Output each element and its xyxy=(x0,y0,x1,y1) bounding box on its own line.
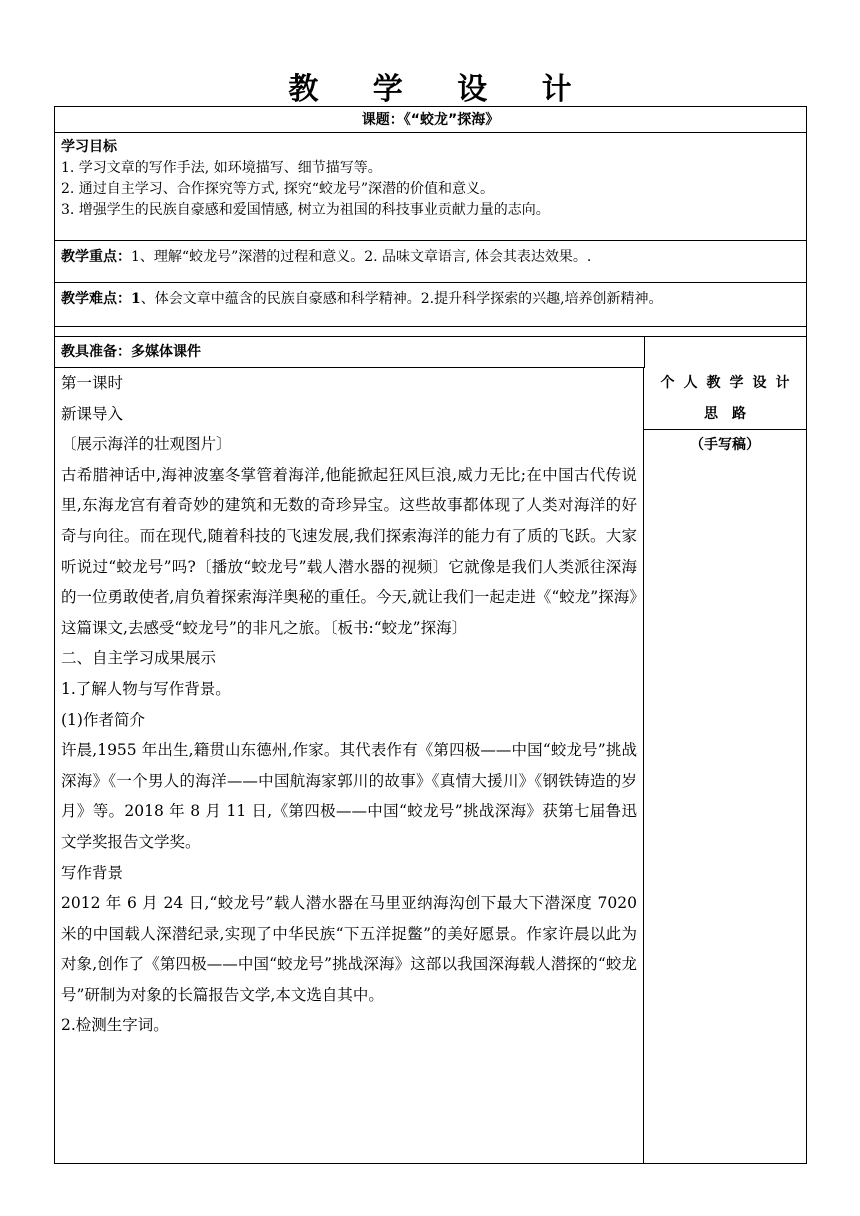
difficulties-section xyxy=(55,283,806,327)
topic-row: 课题：《“蛟龙”探海》 xyxy=(55,107,806,133)
goal-item: 3. 增强学生的民族自豪感和爱国情感, 树立为祖国的科技事业贡献力量的志向。 xyxy=(61,202,550,218)
item-1: 1.了解人物与写作背景。 xyxy=(61,679,231,698)
lesson-body xyxy=(55,368,644,1164)
side-column-heading xyxy=(644,368,806,430)
key-points-section xyxy=(55,241,806,283)
intro-paragraph: 古希腊神话中,海神波塞冬掌管着海洋,他能掀起狂风巨浪,威力无比;在中国古代传说里,东海龙宫有着奇妙的建筑和无数的奇珍异宝。这些故事都体现了人类对海洋的好奇与向往。而在现代,随着科技的飞速发展,我们探索海洋的能力有了质的飞跃。大家听说过“蛟龙号”吗?〔播放“蛟龙号”载人潜水器的视频〕它就像是我们人类派往深海的一位勇敢使者,肩负着探索海洋奥秘的重任。今天,就让我们一起走进《“蛟龙”探海》这篇课文,去感受“蛟龙号”的非凡之旅。〔板书:“蛟龙”探海〕 xyxy=(61,465,637,637)
author-paragraph: 许晨,1955 年出生,籍贯山东德州,作家。其代表作有《第四极——中国“蛟龙号”挑战深海》《一个男人的海洋——中国航海家郭川的故事》《真情大援川》《钢铁铸造的岁月》等。2018 年 8 月 11 日,《第四极——中国“蛟龙号”挑战深海》获第七届鲁迅文学奖报告文学奖。 xyxy=(61,741,637,851)
goal-item: 2. 通过自主学习、合作探究等方式, 探究“蛟龙号”深潜的价值和意义。 xyxy=(61,181,495,197)
lesson-number: 第一课时 xyxy=(61,374,124,392)
goal-item: 1. 学习文章的写作手法, 如环境描写、细节描写等。 xyxy=(61,160,382,176)
key-points-text: 1、理解“蛟龙号”深潜的过程和意义。2. 品味文章语言, 体会其表达效果。. xyxy=(131,249,592,265)
show-images-note: 〔展示海洋的壮观图片〕 xyxy=(61,435,232,454)
difficulties-lead: 1 xyxy=(131,291,141,307)
side-heading-line-2: 思路 xyxy=(704,406,760,422)
intro-title: 新课导入 xyxy=(61,404,124,423)
spacer-row xyxy=(55,327,806,337)
handwritten-note-label: （手写稿） xyxy=(690,437,760,453)
author-title: (1)作者简介 xyxy=(61,710,145,729)
goals-heading: 学习目标 xyxy=(61,139,117,155)
key-points-label: 教学重点： xyxy=(61,249,131,265)
section-2-title: 二、自主学习成果展示 xyxy=(61,649,217,668)
background-title: 写作背景 xyxy=(61,863,124,882)
difficulties-text: 、体会文章中蕴含的民族自豪感和科学精神。2.提升科学探索的兴趣,培养创新精神。 xyxy=(140,291,663,307)
prep-row: 教具准备：多媒体课件 xyxy=(55,337,644,368)
prep-side-cell xyxy=(644,337,806,368)
difficulties-label: 教学难点： xyxy=(61,291,131,307)
lesson-plan-table xyxy=(54,106,807,1164)
background-paragraph: 2012 年 6 月 24 日,“蛟龙号”载人潜水器在马里亚纳海沟创下最大下潜深度 7020 米的中国载人深潜纪录,实现了中华民族“下五洋捉鳖”的美好愿景。作家许晨以此为对象,创作了《第四极——中国“蛟龙号”挑战深海》这部以我国深海载人潜探的“蛟龙号”研制为对象的长篇报告文学,本文选自其中。 xyxy=(61,894,637,1004)
item-2: 2.检测生字词。 xyxy=(61,1016,169,1035)
goals-section xyxy=(55,133,806,241)
page-title: 教 学 设 计 xyxy=(288,72,594,107)
side-heading-line-1: 个人教学设计 xyxy=(660,375,799,391)
